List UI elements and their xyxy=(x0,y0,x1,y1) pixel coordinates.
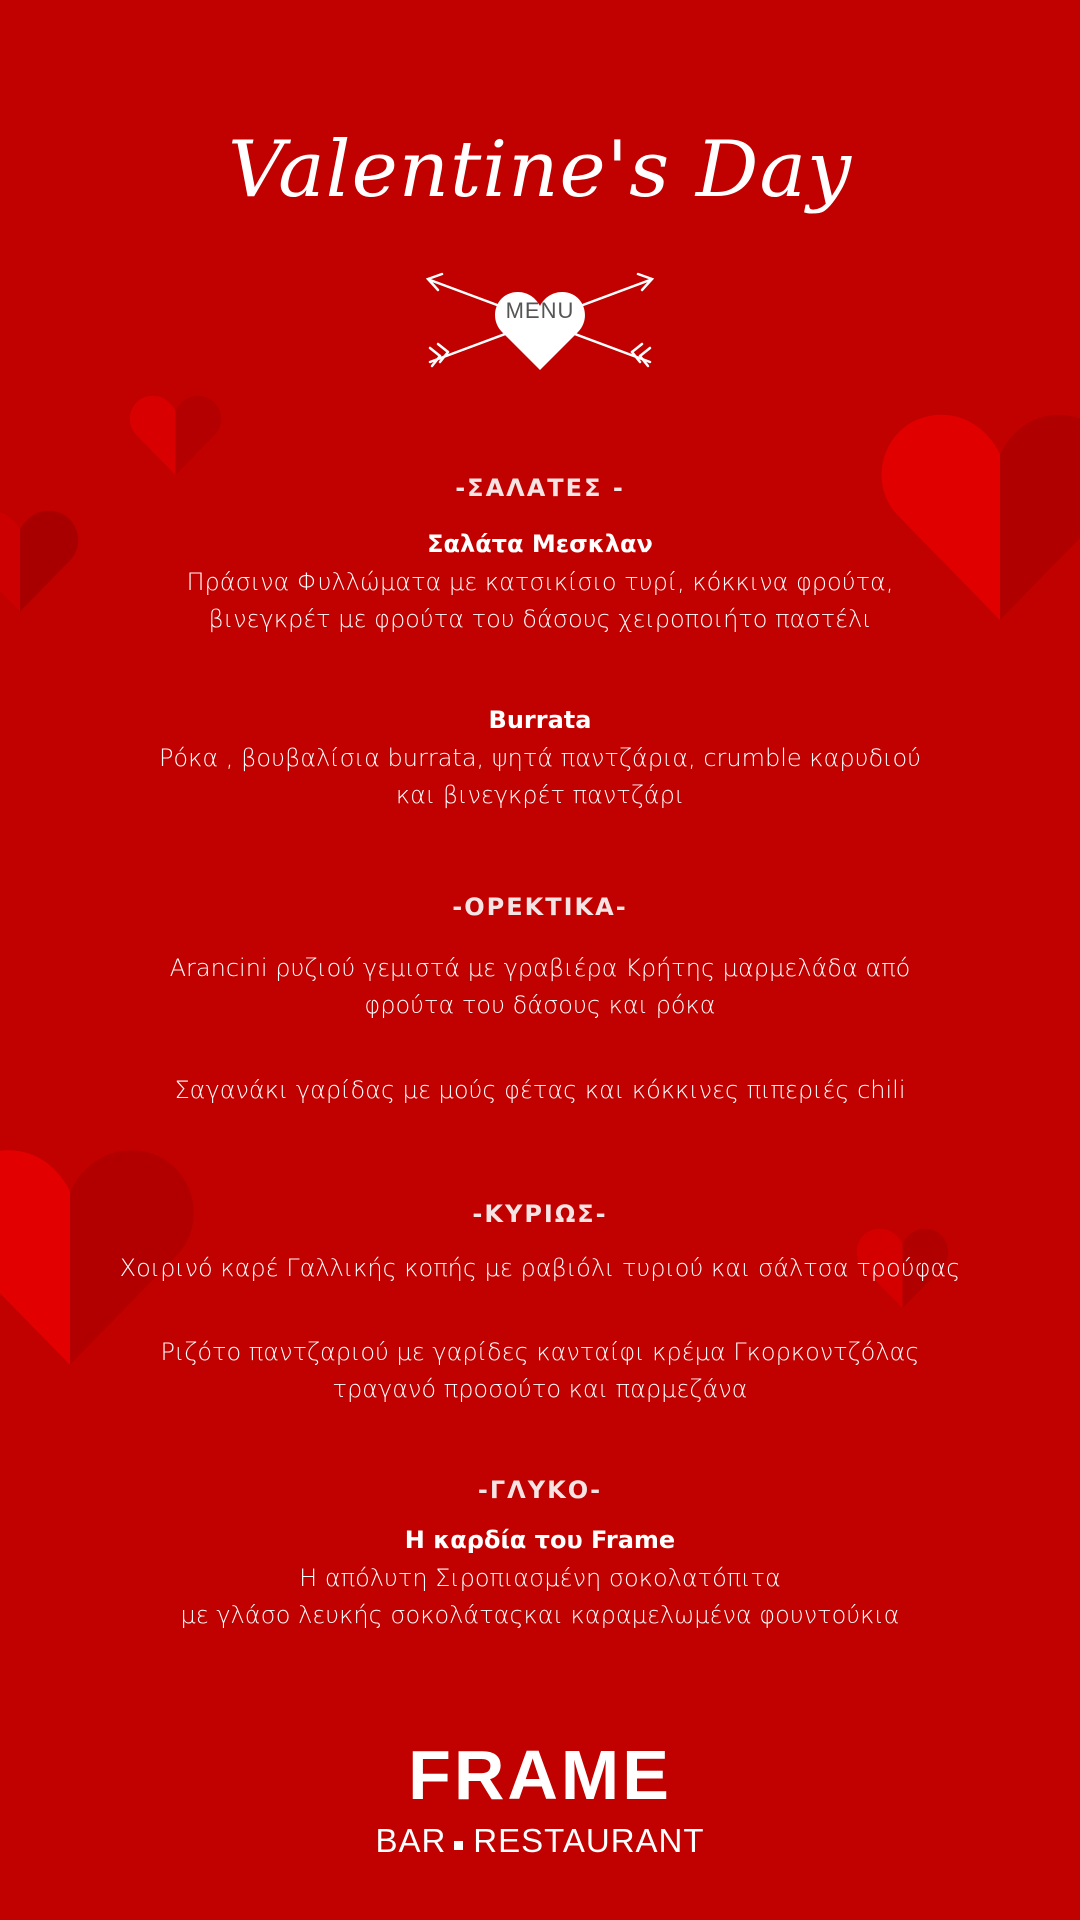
page-title: Valentine's Day xyxy=(227,125,853,215)
description-line: Πράσινα Φυλλώματα με κατσικίσιο τυρί, κόκκινα φρούτα, xyxy=(186,568,894,596)
item-description-arancini xyxy=(40,950,1040,1024)
description-line: φρούτα του δάσους και ρόκα xyxy=(364,991,716,1019)
section-heading-appetizers: -ΟΡΕΚΤΙΚΑ- xyxy=(452,893,628,921)
item-title-burrata: Burrata xyxy=(488,706,592,734)
item-description-frame-heart xyxy=(40,1560,1040,1634)
description-line: με γλάσο λευκής σοκολάταςκαι καραμελωμένα φουντούκια xyxy=(180,1601,900,1629)
menu-label: MENU xyxy=(505,298,575,323)
item-description-beet-risotto xyxy=(40,1334,1040,1408)
description-line: Σαγανάκι γαρίδας με μούς φέτας και κόκκινες πιπεριές chili xyxy=(174,1076,906,1104)
item-title-frame-heart: Η καρδία του Frame xyxy=(404,1526,676,1554)
section-heading-mains: -ΚΥΡΙΩΣ- xyxy=(472,1200,608,1228)
description-line: Η απόλυτη Σιροπιασμένη σοκολατόπιτα xyxy=(299,1564,781,1592)
section-heading-salads: -ΣΑΛΑΤΕΣ - xyxy=(455,474,625,502)
description-line: Ρόκα , βουβαλίσια burrata, ψητά παντζάρια, crumble καρυδιού xyxy=(158,744,922,772)
item-description-pork-rack xyxy=(40,1250,1040,1287)
description-line: τραγανό προσούτο και παρμεζάνα xyxy=(332,1375,748,1403)
tagline-bar: BAR xyxy=(375,1822,447,1859)
tagline-restaurant: RESTAURANT xyxy=(473,1822,705,1859)
item-description-mesclun-salad xyxy=(40,564,1040,638)
brand-tagline xyxy=(0,1822,1080,1860)
description-line: βινεγκρέτ με φρούτα του δάσους χειροποιήτο παστέλι xyxy=(208,605,872,633)
heart-icon xyxy=(128,392,223,477)
description-line: και βινεγκρέτ παντζάρι xyxy=(395,781,685,809)
tagline-dot-icon xyxy=(454,1841,463,1850)
brand-logo: FRAME xyxy=(408,1736,672,1814)
section-heading-dessert: -ΓΛΥΚΟ- xyxy=(477,1476,603,1504)
description-line: Ριζότο παντζαριού με γαρίδες κανταίφι κρέμα Γκορκοντζόλας xyxy=(160,1338,920,1366)
description-line: Arancini ρυζιού γεμιστά με γραβιέρα Κρήτης μαρμελάδα από xyxy=(169,954,911,982)
item-description-burrata xyxy=(40,740,1040,814)
item-title-mesclun-salad: Σαλάτα Μεσκλαν xyxy=(427,530,653,558)
item-description-shrimp-saganaki xyxy=(40,1072,1040,1109)
description-line: Χοιρινό καρέ Γαλλικής κοπής με ραβιόλι τυριού και σάλτσα τρούφας xyxy=(119,1254,961,1282)
